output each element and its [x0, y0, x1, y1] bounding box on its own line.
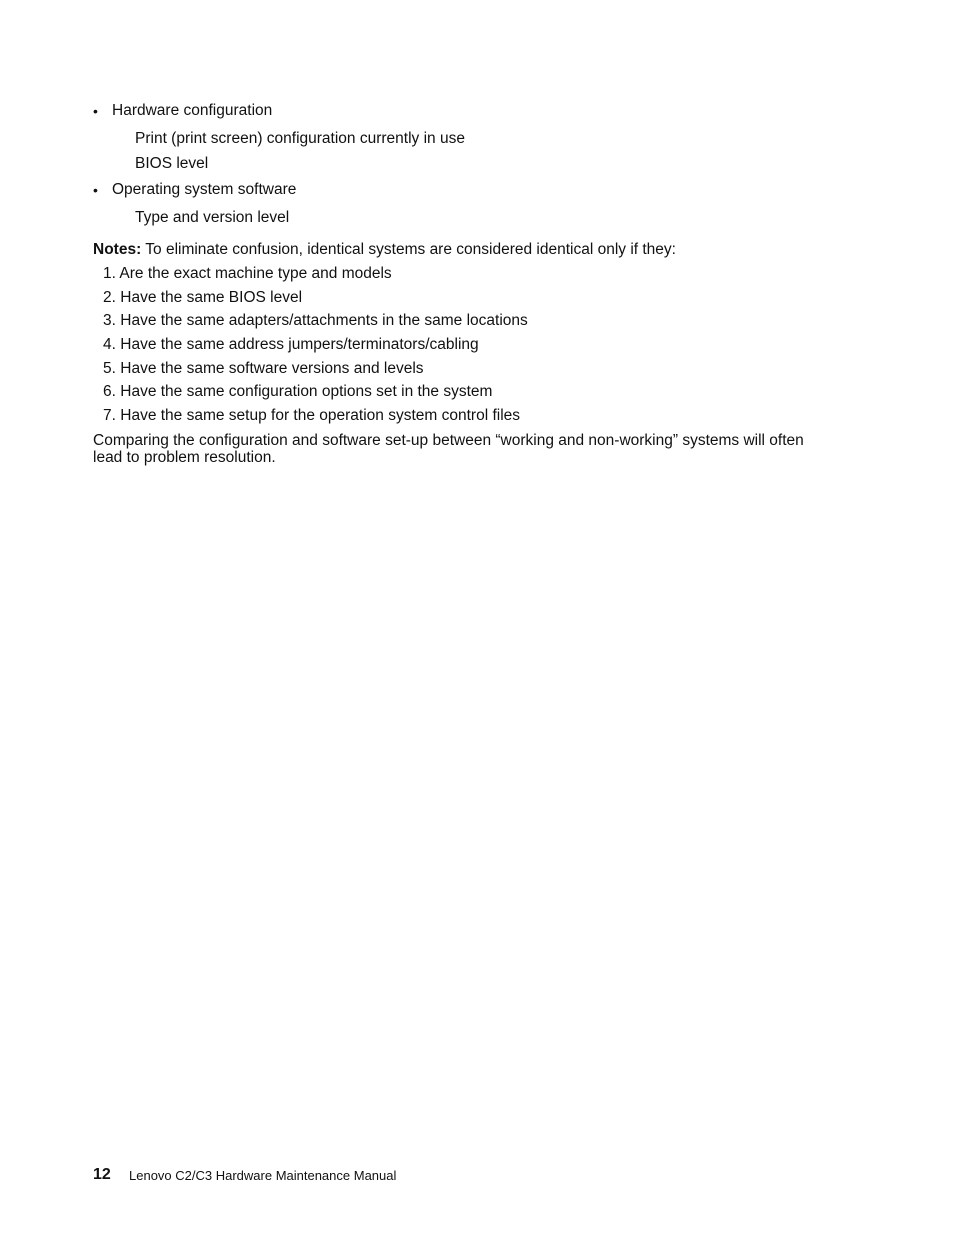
list-item [103, 265, 392, 283]
list-text: Are the exact machine type and models [119, 265, 392, 282]
list-item [103, 312, 528, 330]
closing-paragraph: Comparing the configuration and software set-up between “working and non-working” systems will often lead to problem resolution. [93, 432, 804, 466]
list-number: 1. [103, 265, 116, 282]
list-text: Have the same software versions and levels [120, 360, 424, 377]
list-text: Have the same address jumpers/terminators/cabling [120, 336, 479, 353]
bullet-operating-system-software: Operating system software [112, 181, 297, 198]
list-number: 6. [103, 383, 116, 400]
sub-item-bios-level: BIOS level [135, 155, 209, 172]
notes-paragraph [93, 241, 676, 259]
list-text: Have the same setup for the operation system control files [120, 407, 521, 424]
list-item [103, 407, 520, 425]
sub-item-type-version-level: Type and version level [135, 209, 290, 226]
bullet-marker: • [93, 182, 98, 198]
list-item [103, 289, 302, 307]
page-number: 12 [93, 1166, 111, 1183]
bullet-marker: • [93, 103, 98, 119]
list-number: 2. [103, 289, 116, 306]
notes-text: To eliminate confusion, identical systems are considered identical only if they: [145, 241, 676, 258]
list-text: Have the same BIOS level [120, 289, 303, 306]
list-number: 3. [103, 312, 116, 329]
list-item [103, 383, 492, 401]
list-number: 7. [103, 407, 116, 424]
notes-label: Notes: [93, 241, 142, 258]
list-item [103, 360, 424, 378]
list-text: Have the same configuration options set in the system [120, 383, 493, 400]
list-item [103, 336, 479, 354]
list-number: 5. [103, 360, 116, 377]
bullet-hardware-configuration: Hardware configuration [112, 102, 273, 119]
list-text: Have the same adapters/attachments in the same locations [120, 312, 528, 329]
sub-item-print-configuration: Print (print screen) configuration currently in use [135, 130, 465, 147]
footer-manual-title: Lenovo C2/C3 Hardware Maintenance Manual [129, 1168, 397, 1183]
list-number: 4. [103, 336, 116, 353]
